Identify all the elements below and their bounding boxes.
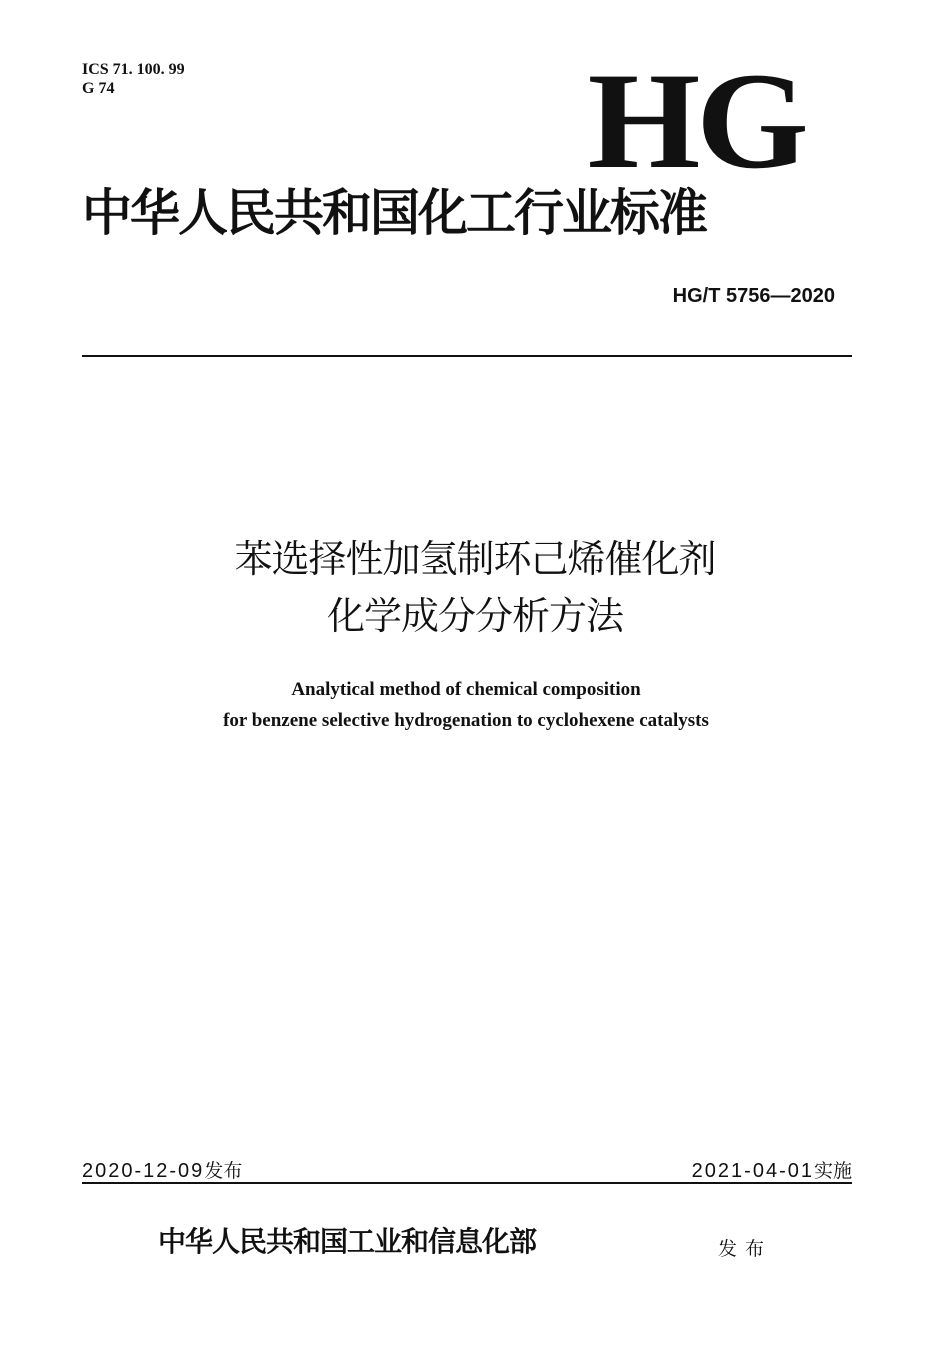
issuer-label: 发布	[718, 1238, 773, 1260]
issue-label: 发布	[204, 1160, 243, 1182]
bottom-divider	[82, 1182, 852, 1184]
english-title-line-2: for benzene selective hydrogenation to cyclohexene catalysts	[223, 710, 709, 731]
standard-category-title: 中华人民共和国化工行业标准	[82, 184, 706, 242]
ccs-code: G 74	[82, 80, 115, 97]
issuer-name: 中华人民共和国工业和信息化部	[158, 1225, 537, 1258]
issue-date: 2020-12-09	[82, 1160, 205, 1182]
implement-date-block	[692, 1156, 852, 1183]
issue-date-block	[82, 1156, 242, 1183]
implement-label: 实施	[813, 1160, 852, 1182]
chinese-title-line-1: 苯选择性加氢制环己烯催化剂	[234, 537, 716, 581]
english-title-line-1: Analytical method of chemical composition	[291, 679, 641, 700]
implement-date: 2021-04-01	[691, 1160, 814, 1182]
hg-logo: HG	[587, 44, 805, 197]
chinese-title-line-2: 化学成分分析方法	[326, 594, 623, 638]
standard-number: HG/T 5756—2020	[672, 285, 835, 307]
ics-code: ICS 71. 100. 99	[82, 61, 185, 78]
top-divider	[82, 355, 852, 357]
